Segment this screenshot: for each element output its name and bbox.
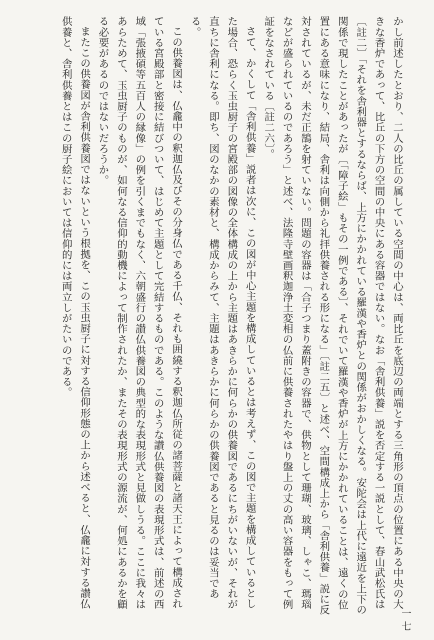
page-number: 一七 (399, 608, 410, 634)
paragraph-3: この供養図は、仏龕中の釈迦仏及びその分身仏である千仏、それも囲繞する釈迦仏所従の諸菩薩と諸天王によって構成されている宮殿部と密接に結びついて、はじめて主題として完結するものである。このような讃仏供養図の表現形式は、前述の西域「張掖碩等五百人の縁像」の例を引くまでもなく、六朝盛行の讃仏供養図の典型的な表現形式と見做しうる。ここに我々はあらためて、玉虫厨子のものが、如何なる信仰的動機によって制作されたか、またその表現形式の源流が、何処にあるかを顧る必要があるのではないだろうか。 (96, 16, 183, 610)
paragraph-2: さて、かくして「舎利供養」説者は次に、この図が中心主題を構成しているとは考えず、この図で主題を構成しているとした場合、恐らく玉虫厨子の宮殿部の図像の全体構成の上から主題はあきらかに何らかの供養図であるにちがいないが、それが直ちに舎利になる。即ち、図のなかの素材と、構成からみて、主題はあきらかに何らかの供養図であると見るのは妥当である。 (188, 16, 256, 610)
paragraph-1: かし前述したとおり、二人の比丘の属している空間の中心は、両比丘を底辺の両端とする三角形の頂点の位置にある中央の大きな香炉であって、比丘の下方の空間の中央にある容器ではない。なお「舎利供養」説を否定する一説として、春山武松氏は〔註二〕「それを舎利器とするならば、上方にかかれている羅漢や香炉との関係がおかしくなる。安陀会は上代に遠近を上下の関係で現したことがあったが〔「障子絵」もその一例である〕、それでいて羅漢や香炉が上方にかかれていることは、遠くの位置にある意味になり、結局、舎利は向側から礼拝供養される形になる」〔註二五〕と述べ、空間構成上から「舎利供養」説に反対されているが、未だ正鵠を射ていない。問題の容器は「合子つまり蓋附きの容器で、供物として珊瑚、玻璃、しゃこ、瑪瑙などが盛られているのであろう」と述べ、法隆寺壁画釈迦浄土変相の仏前に供養されたやはり盤上の丈の高い容器をもって例証をなされている〔註二六〕。 (262, 16, 403, 615)
vertical-text-body (34, 16, 406, 616)
paragraph-4: またこの供養図が舎利供養図ではないという根拠を、この玉虫厨子に対する信仰形態の上から述べると、仏龕に対する讃仏供養と、舎利供養とはこの厨子絵においては信仰的には両立しがたいのである。 (59, 16, 91, 610)
